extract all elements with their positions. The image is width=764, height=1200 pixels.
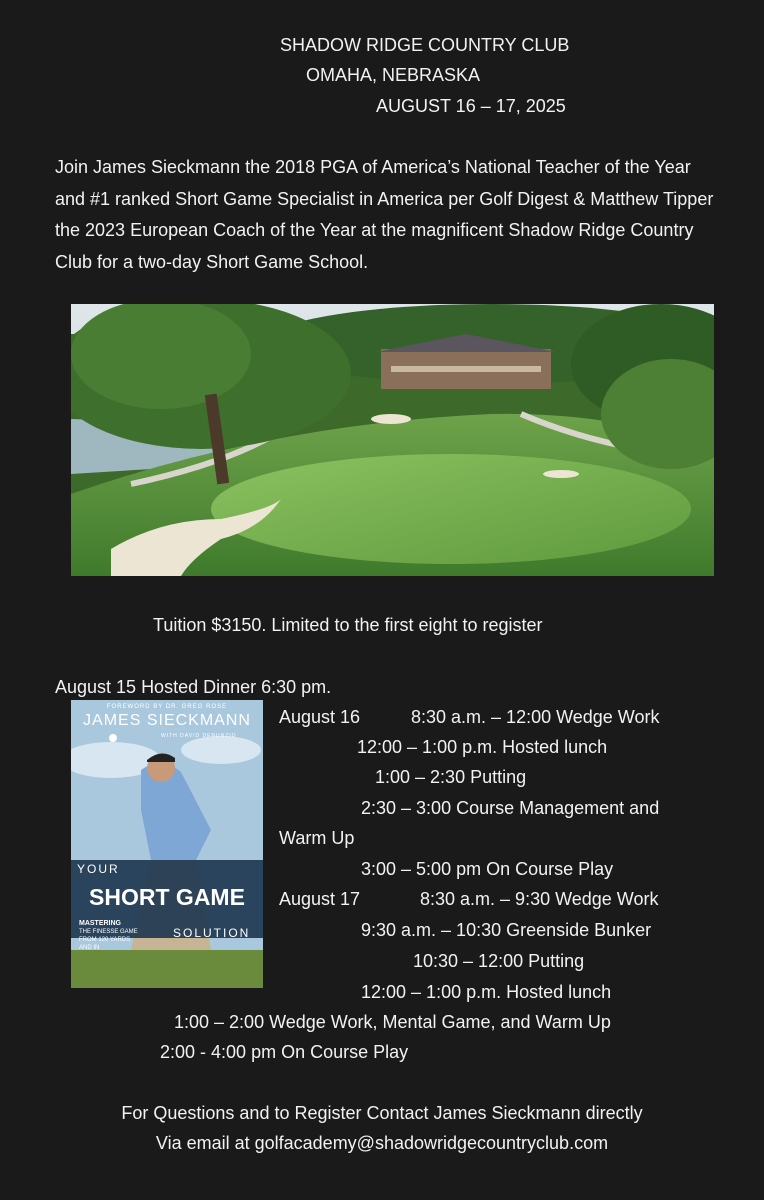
book-foreword: FOREWORD BY DR. GREG ROSE (106, 704, 228, 710)
day2-label: August 17 (279, 889, 361, 909)
day1-label: August 16 (279, 707, 361, 727)
tuition-text: Tuition $3150. Limited to the first eight to register (153, 615, 543, 635)
book-subtitle-1: THE FINESSE GAME (79, 929, 138, 935)
day2-item: 2:00 - 4:00 pm On Course Play (160, 1042, 409, 1062)
day1-item: 2:30 – 3:00 Course Management and (361, 798, 660, 818)
event-dates: AUGUST 16 – 17, 2025 (376, 96, 566, 116)
book-cover-image (71, 700, 263, 988)
clubhouse-photo (71, 304, 714, 576)
dinner-text: August 15 Hosted Dinner 6:30 pm. (55, 677, 332, 697)
day1-item: 12:00 – 1:00 p.m. Hosted lunch (357, 737, 608, 757)
contact-email-line: Via email at golfacademy@shadowridgecountryclub.com (155, 1133, 609, 1153)
book-subtitle-2: FROM 120 YARDS (79, 937, 131, 943)
book-subtitle-3: AND IN (79, 945, 100, 951)
day2-item: 9:30 a.m. – 10:30 Greenside Bunker (361, 920, 652, 940)
day1-item-continued: Warm Up (279, 828, 355, 848)
day2-item: 10:30 – 12:00 Putting (413, 951, 585, 971)
contact-line: For Questions and to Register Contact James Sieckmann directly (121, 1103, 643, 1123)
book-coauthor: WITH DAVID DENUNZIO (161, 733, 237, 739)
day2-item: 12:00 – 1:00 p.m. Hosted lunch (361, 982, 612, 1002)
book-title: SHORT GAME (89, 884, 245, 910)
day1-item: 1:00 – 2:30 Putting (375, 767, 527, 787)
book-mastering: MASTERING (79, 920, 121, 927)
location-title: OMAHA, NEBRASKA (306, 65, 481, 85)
book-your: YOUR (77, 862, 120, 876)
day1-item: 3:00 – 5:00 pm On Course Play (361, 859, 614, 879)
book-author: JAMES SIECKMANN (83, 712, 251, 729)
day1-item: 8:30 a.m. – 12:00 Wedge Work (411, 707, 660, 727)
venue-title: SHADOW RIDGE COUNTRY CLUB (280, 35, 570, 55)
book-solution: SOLUTION (173, 926, 251, 940)
day2-item: 8:30 a.m. – 9:30 Wedge Work (420, 889, 659, 909)
day2-item: 1:00 – 2:00 Wedge Work, Mental Game, and Warm Up (174, 1012, 611, 1032)
intro-paragraph: Join James Sieckmann the 2018 PGA of America’s National Teacher of the Year and #1 ranked Short Game Specialist in America per Golf Digest & Matthew Tipper the 2023 European Coach of the Year at the magnificent Shadow Ridge Country Club for a two-day Short Game School. (55, 157, 714, 272)
